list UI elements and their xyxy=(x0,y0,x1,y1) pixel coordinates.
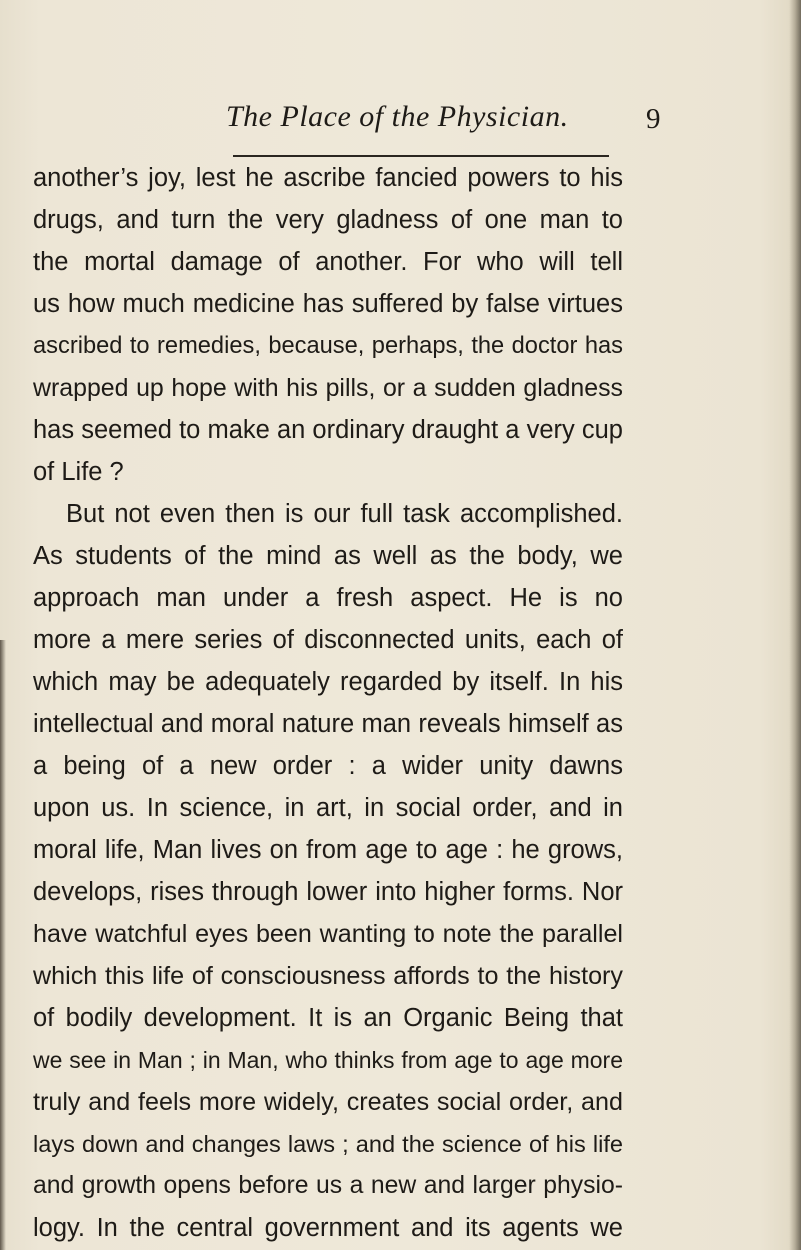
text-line: wrapped up hope with his pills, or a sudden gladness xyxy=(33,374,623,402)
text-line: have watchful eyes been wanting to note the parallel xyxy=(33,920,623,948)
text-line: develops, rises through lower into higher forms. Nor xyxy=(33,878,623,906)
text-line: upon us. In science, in art, in social order, and in xyxy=(33,794,623,822)
text-line: which may be adequately regarded by itself. In his xyxy=(33,668,623,696)
text-line: moral life, Man lives on from age to age : he grows, xyxy=(33,836,623,864)
text-line: the mortal damage of another. For who will tell xyxy=(33,248,623,276)
text-line: and growth opens before us a new and larger physio- xyxy=(33,1172,623,1199)
text-line: As students of the mind as well as the body, we xyxy=(33,542,623,570)
running-title: The Place of the Physician. xyxy=(226,100,569,133)
text-line: truly and feels more widely, creates social order, and xyxy=(33,1088,623,1116)
text-line: drugs, and turn the very gladness of one man to xyxy=(33,206,623,234)
text-line: approach man under a fresh aspect. He is no xyxy=(33,584,623,612)
text-line: lays down and changes laws ; and the science of his life xyxy=(33,1131,623,1157)
text-line: of bodily development. It is an Organic Being that xyxy=(33,1004,623,1032)
paragraph-start-line: But not even then is our full task accomplished. xyxy=(66,500,623,528)
text-line: intellectual and moral nature man reveals himself as xyxy=(33,710,623,738)
text-line: which this life of consciousness affords to the history xyxy=(33,962,623,990)
text-line: another’s joy, lest he ascribe fancied powers to his xyxy=(33,164,623,192)
page-edge-shadow-right xyxy=(789,0,801,1250)
body-text xyxy=(33,157,623,1249)
text-line: of Life ? xyxy=(33,458,124,486)
text-line: ascribed to remedies, because, perhaps, the doctor has xyxy=(33,333,623,359)
running-head xyxy=(0,95,801,145)
text-line: more a mere series of disconnected units, each of xyxy=(33,626,623,654)
text-line: logy. In the central government and its agents we xyxy=(33,1214,623,1242)
page-number: 9 xyxy=(646,103,661,135)
text-line: we see in Man ; in Man, who thinks from age to age more xyxy=(33,1047,623,1073)
text-line: a being of a new order : a wider unity dawns xyxy=(33,752,623,780)
text-line: us how much medicine has suffered by false virtues xyxy=(33,290,623,318)
text-line: has seemed to make an ordinary draught a very cup xyxy=(33,416,623,444)
page-edge-shadow-left xyxy=(0,640,6,1250)
